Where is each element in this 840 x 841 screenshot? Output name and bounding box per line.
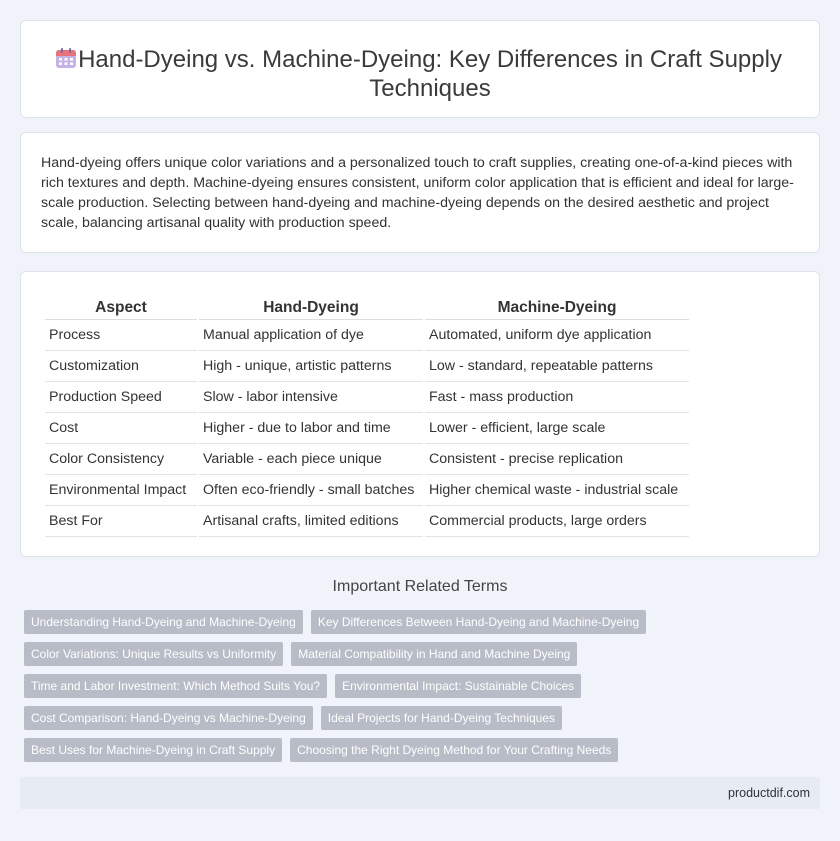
related-term-link[interactable]: Environmental Impact: Sustainable Choices [335,674,581,698]
table-cell: Color Consistency [45,444,197,475]
header-card [20,20,820,118]
related-term-link[interactable]: Choosing the Right Dyeing Method for Your Crafting Needs [290,738,618,762]
tag-row [24,674,824,698]
table-row [45,506,689,537]
comparison-table [43,296,691,537]
table-cell: Production Speed [45,382,197,413]
related-term-link[interactable]: Understanding Hand-Dyeing and Machine-Dyeing [24,610,303,634]
table-cell: Manual application of dye [199,320,423,351]
table-cell: Consistent - precise replication [425,444,689,475]
related-term-link[interactable]: Ideal Projects for Hand-Dyeing Techniques [321,706,562,730]
table-cell: Environmental Impact [45,475,197,506]
table-cell: Customization [45,351,197,382]
related-terms-list [24,610,824,770]
tag-row [24,706,824,730]
table-cell: Automated, uniform dye application [425,320,689,351]
column-header-machine-dyeing: Machine-Dyeing [425,296,689,320]
table-cell: Slow - labor intensive [199,382,423,413]
intro-card [20,132,820,253]
footer-bar [20,777,820,809]
table-row [45,382,689,413]
related-term-link[interactable]: Best Uses for Machine-Dyeing in Craft Supply [24,738,282,762]
table-cell: Variable - each piece unique [199,444,423,475]
table-cell: Cost [45,413,197,444]
table-cell: High - unique, artistic patterns [199,351,423,382]
table-cell: Low - standard, repeatable patterns [425,351,689,382]
table-cell: Lower - efficient, large scale [425,413,689,444]
related-term-link[interactable]: Material Compatibility in Hand and Machine Dyeing [291,642,577,666]
comparison-table-card [20,271,820,557]
tag-row [24,642,824,666]
related-term-link[interactable]: Cost Comparison: Hand-Dyeing vs Machine-Dyeing [24,706,313,730]
table-row [45,444,689,475]
table-cell: Fast - mass production [425,382,689,413]
page-title: Hand-Dyeing vs. Machine-Dyeing: Key Differences in Craft Supply Techniques [78,46,782,102]
footer-site-link[interactable]: productdif.com [728,786,810,800]
tag-row [24,610,824,634]
table-cell: Higher - due to labor and time [199,413,423,444]
table-cell: Artisanal crafts, limited editions [199,506,423,537]
column-header-aspect: Aspect [45,296,197,320]
related-terms-heading: Important Related Terms [332,578,508,595]
table-row [45,475,689,506]
table-row [45,351,689,382]
tag-row [24,738,824,762]
table-row [45,413,689,444]
intro-paragraph: Hand-dyeing offers unique color variations and a personalized touch to craft supplies, creating one-of-a-kind pieces with rich textures and depth. Machine-dyeing ensures consistent, uniform color application that is efficient and ideal for large-scale production. Selecting between hand-dyeing and machine-dyeing depends on the desired aesthetic and project scale, balancing artisanal quality with production speed. [41,155,794,231]
related-term-link[interactable]: Time and Labor Investment: Which Method Suits You? [24,674,327,698]
table-cell: Best For [45,506,197,537]
table-cell: Higher chemical waste - industrial scale [425,475,689,506]
related-term-link[interactable]: Key Differences Between Hand-Dyeing and Machine-Dyeing [311,610,646,634]
table-header-row [45,296,689,320]
table-cell: Process [45,320,197,351]
table-row [45,320,689,351]
related-term-link[interactable]: Color Variations: Unique Results vs Uniformity [24,642,283,666]
column-header-hand-dyeing: Hand-Dyeing [199,296,423,320]
table-cell: Commercial products, large orders [425,506,689,537]
table-cell: Often eco-friendly - small batches [199,475,423,506]
